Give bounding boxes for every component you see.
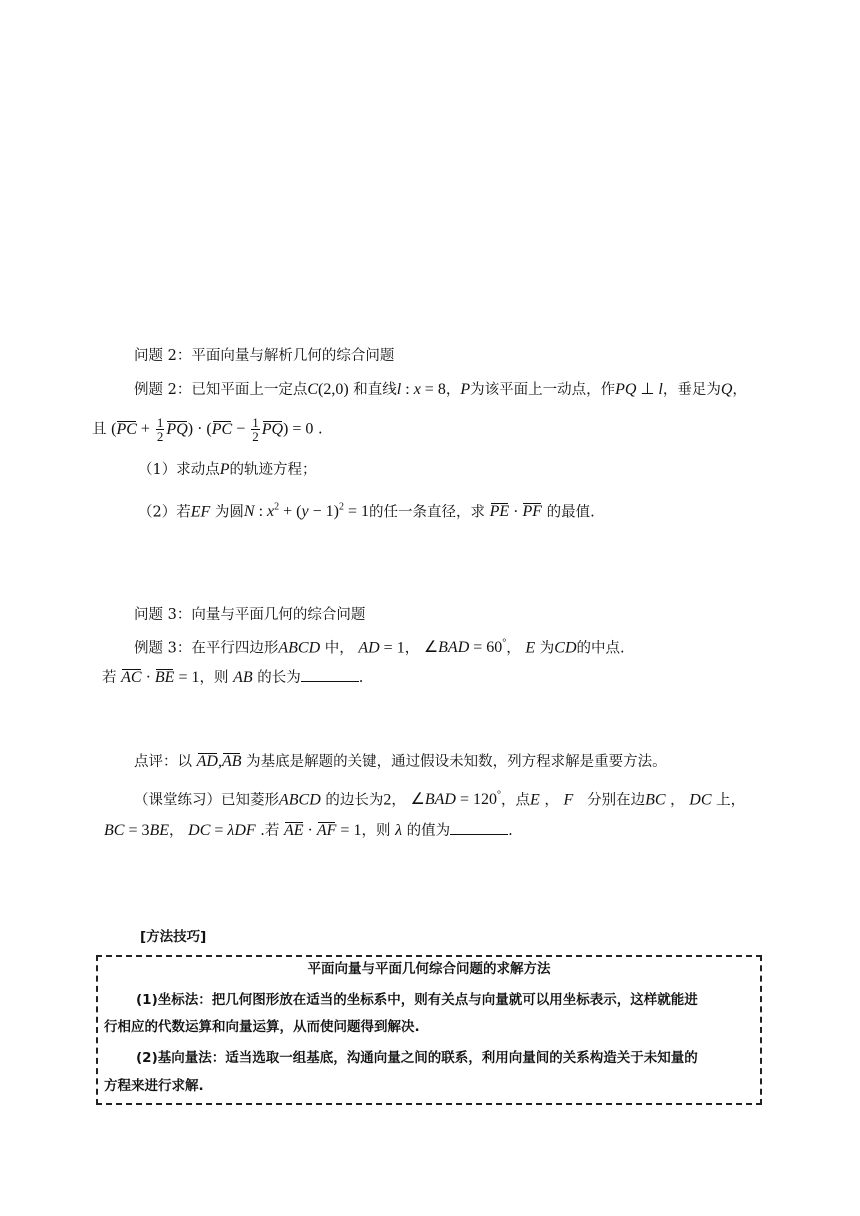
q2-example-text-a: 例题 2：已知平面上一定点 <box>134 382 308 398</box>
q2-part1-text-b: 的轨迹方程； <box>229 462 317 478</box>
q2-part-1: （1）求动点P的轨迹方程； <box>138 461 317 478</box>
comment-text-a: 点评：以 <box>134 754 192 770</box>
q3-heading: 问题 3：向量与平面几何的综合问题 <box>134 607 366 623</box>
q2-example-text-b: 和直线 <box>353 382 397 398</box>
q3-example-text-f: 的中点. <box>576 640 625 657</box>
q2-example-text-f: ， <box>732 382 747 398</box>
q2-part2-text-c: 的任一条直径，求 <box>368 504 485 521</box>
comment-line: 点评：以 AD,AB 为基底是解题的关键，通过假设未知数，列方程求解是重要方法。 <box>134 753 667 770</box>
practice-text-b: 的边长为 <box>325 792 384 809</box>
q3-example-text-c: ， <box>404 640 420 657</box>
q3-line-2: 若 AC · BE = 1，则 AB 的长为 . <box>102 669 364 686</box>
q2-condition-text-a: 且 <box>92 421 107 438</box>
method-p1-line1: (1)坐标法：把几何图形放在适当的坐标系中，则有关点与向量就可以用坐标表示，这样就能进 <box>136 992 698 1008</box>
practice-line2-text-e: . <box>508 823 513 839</box>
practice-text-a: （课堂练习）已知菱形 <box>134 792 279 809</box>
q2-heading: 问题 2：平面向量与解析几何的综合问题 <box>134 348 395 364</box>
q2-part1-text-a: （1）求动点 <box>138 462 220 478</box>
q2-example-text-c: ， <box>445 382 461 398</box>
q2-part-2: （2）若EF 为圆N : $x^2 + (y - 1)^2 = 1$的任一条直径，求 PE · PF 的最值. <box>138 502 595 521</box>
practice-line2-text-a: ， <box>169 823 184 839</box>
method-p2-line1: (2)基向量法：适当选取一组基底，沟通向量之间的联系，利用向量间的关系构造关于未知量的 <box>136 1050 698 1066</box>
q2-example-text-e: ，垂足为 <box>662 382 721 398</box>
method-box-title: 平面向量与平面几何综合问题的求解方法 <box>307 961 551 977</box>
method-p2-line2: 方程来进行求解. <box>104 1078 204 1094</box>
q3-line2-text-a: 若 <box>102 670 117 686</box>
practice-text-f: 分别在边 <box>587 792 646 809</box>
q3-example-text-a: 例题 3：在平行四边形 <box>134 640 279 657</box>
answer-blank <box>450 820 508 835</box>
answer-blank <box>301 667 359 682</box>
q3-line2-text-b: ，则 <box>199 670 229 686</box>
q2-part2-text-b: 为圆 <box>214 504 244 521</box>
practice-line2-text-b: .若 <box>260 823 280 839</box>
q3-example-text-e: 为 <box>539 640 555 657</box>
method-label: [方法技巧] <box>140 929 207 945</box>
q3-example: 例题 3：在平行四边形ABCD 中， AD = 1， ∠BAD = 60°， E 为CD的中点. <box>134 638 625 657</box>
q3-line2-text-d: . <box>358 670 364 686</box>
q3-example-text-b: 中， <box>324 640 354 657</box>
q2-example: 例题 2：已知平面上一定点C(2,0) 和直线l : x = 8，P为该平面上一动点，作PQ ⊥ l，垂足为Q， <box>134 381 747 398</box>
q3-line2-text-c: 的长为 <box>257 670 301 686</box>
method-box <box>96 955 762 1105</box>
q3-example-text-d: ， <box>506 640 521 657</box>
practice-line-1: （课堂练习）已知菱形ABCD 的边长为2， ∠BAD = 120°，点E ， F 分别在边BC ， DC 上， <box>134 790 746 809</box>
method-p1-line2: 行相应的代数运算和向量运算，从而使问题得到解决. <box>104 1019 420 1035</box>
q2-part2-text-d: 的最值. <box>546 504 595 521</box>
practice-line2-text-d: 的值为 <box>406 823 451 839</box>
practice-line-2: BC = 3BE， DC = λDF .若 AE · AF = 1，则 λ 的值为 . <box>104 822 513 839</box>
practice-line2-text-c: ，则 <box>361 823 391 839</box>
practice-text-e: ， <box>544 792 559 809</box>
q2-part2-text-a: （2）若 <box>138 504 191 521</box>
practice-text-g: ， <box>670 792 685 809</box>
q2-condition: 且 (PC + $\frac{1}{2}$ PQ) · (PC − $\frac{1}{2}$ PQ) = 0 . <box>92 415 323 444</box>
practice-text-c: ， <box>391 792 406 809</box>
q2-example-text-d: 为该平面上一动点，作 <box>470 382 616 398</box>
comment-text-b: 为基底是解题的关键，通过假设未知数，列方程求解是重要方法。 <box>246 754 667 770</box>
practice-text-h: 上， <box>716 792 746 809</box>
q2-condition-text-b: . <box>318 421 323 438</box>
practice-text-d: ，点 <box>500 792 530 809</box>
